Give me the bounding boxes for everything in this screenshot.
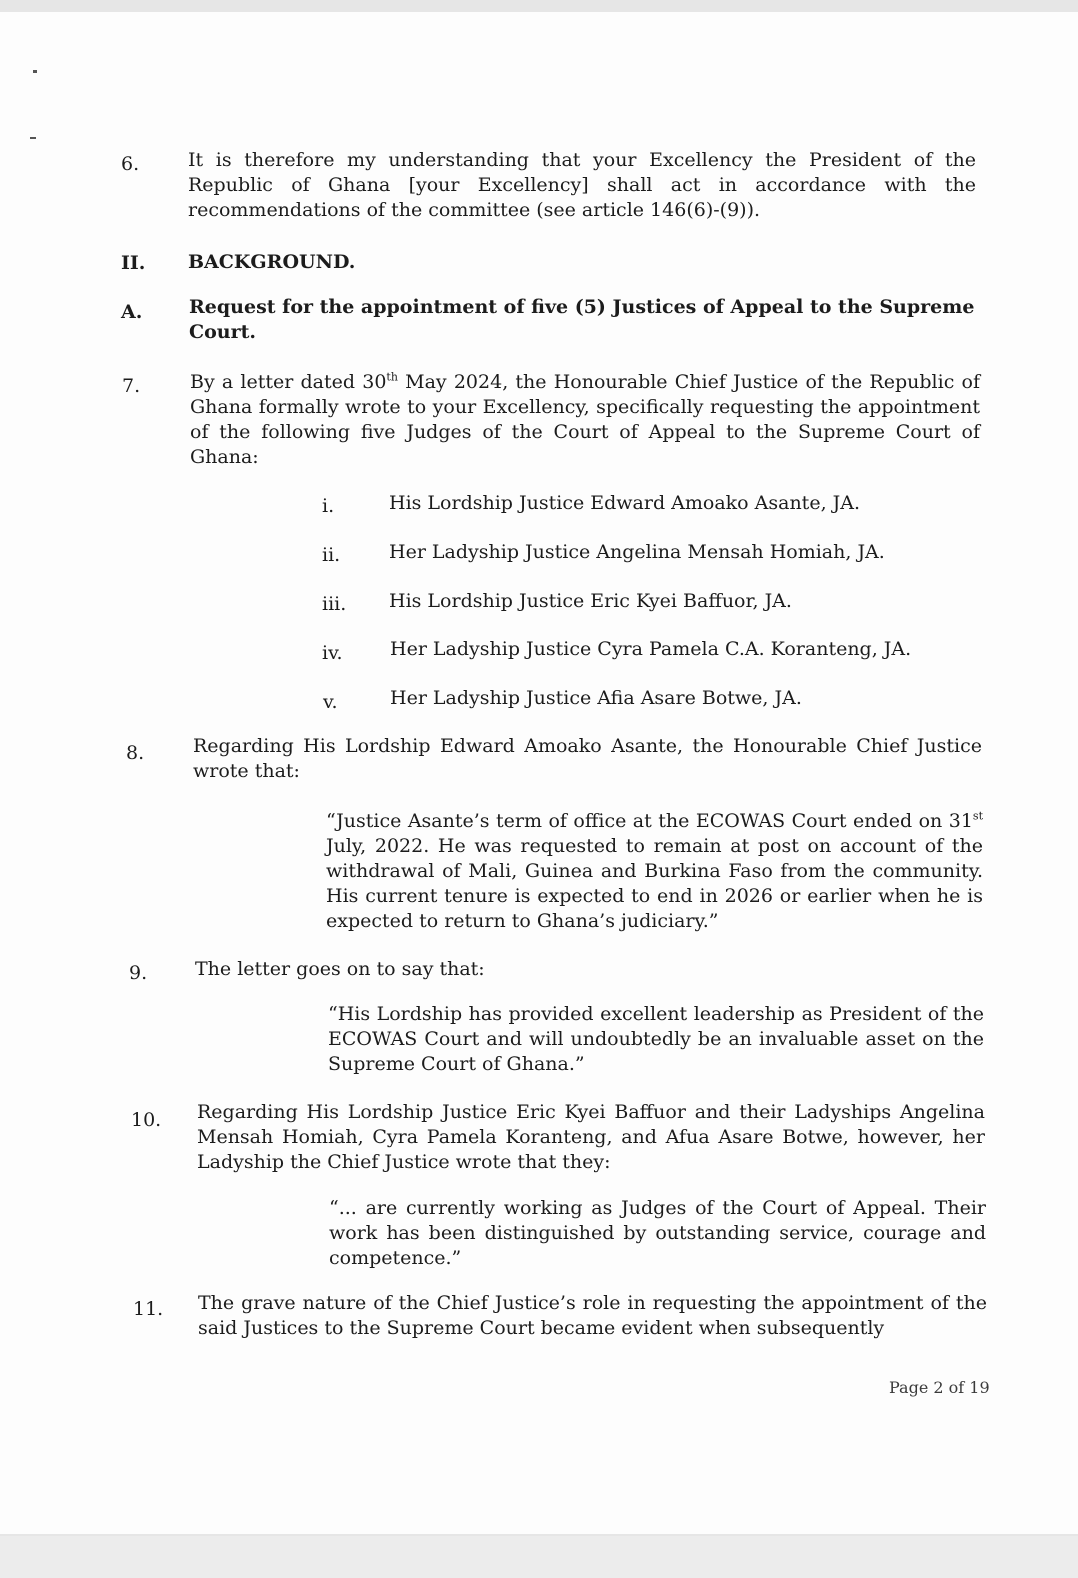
- para-number: 10.: [131, 1109, 162, 1131]
- paragraph-8: Regarding His Lordship Edward Amoako Asante, the Honourable Chief Justice wrote that:: [193, 735, 982, 782]
- list-number: iii.: [322, 593, 347, 615]
- subsection-heading: Request for the appointment of five (5) Justices of Appeal to the Supreme Court.: [189, 296, 975, 343]
- paragraph-11: The grave nature of the Chief Justice’s role in requesting the appointment of the said Justices to the Supreme Court became evident when subsequently: [198, 1292, 987, 1339]
- viewer-bottom-bar: [0, 1536, 1078, 1578]
- quote-10: “... are currently working as Judges of the Court of Appeal. Their work has been distinguished by outstanding service, courage and competence.”: [329, 1197, 986, 1269]
- list-item: Her Ladyship Justice Cyra Pamela C.A. Koranteng, JA.: [390, 638, 912, 660]
- list-number: iv.: [322, 642, 343, 664]
- paragraph-9: The letter goes on to say that:: [195, 958, 485, 980]
- para-number: 7.: [122, 375, 141, 397]
- quote-8: “Justice Asante’s term of office at the ECOWAS Court ended on 31st July, 2022. He was requested to remain at post on account of the withdrawal of Mali, Guinea and Burkina Faso from the community. His current tenure is expected to end in 2026 or earlier when he is expected to return to Ghana’s judiciary.”: [326, 809, 983, 932]
- paragraph-10: Regarding His Lordship Justice Eric Kyei Baffuor and their Ladyships Angelina Mensah Homiah, Cyra Pamela Koranteng, and Afua Asare Botwe, however, her Ladyship the Chief Justice wrote that they:: [197, 1101, 985, 1173]
- document-page: [0, 12, 1078, 1534]
- list-number: v.: [323, 691, 338, 713]
- para-number: 6.: [121, 153, 140, 175]
- quote-9: “His Lordship has provided excellent leadership as President of the ECOWAS Court and will undoubtedly be an invaluable asset on the Supreme Court of Ghana.”: [328, 1003, 984, 1075]
- list-item: His Lordship Justice Edward Amoako Asante, JA.: [389, 492, 861, 514]
- list-item: His Lordship Justice Eric Kyei Baffuor, JA.: [389, 590, 792, 612]
- list-item: Her Ladyship Justice Afia Asare Botwe, JA.: [390, 687, 802, 709]
- subsection-letter: A.: [121, 301, 143, 323]
- para-number: 8.: [126, 742, 145, 764]
- paragraph-6: It is therefore my understanding that your Excellency the President of the Republic of Ghana [your Excellency] shall act in accordance with the recommendations of the committee (see article 146(6)-(9)).: [188, 149, 976, 221]
- section-number: II.: [121, 252, 146, 274]
- list-number: ii.: [322, 544, 341, 566]
- section-heading-background: BACKGROUND.: [188, 251, 356, 273]
- paragraph-7: By a letter dated 30th May 2024, the Honourable Chief Justice of the Republic of Ghana formally wrote to your Excellency, specifically requesting the appointment of the following five Judges of the Court of Appeal to the Supreme Court of Ghana:: [190, 370, 980, 468]
- list-number: i.: [322, 495, 335, 517]
- page-number: Page 2 of 19: [889, 1378, 990, 1397]
- para-number: 9.: [129, 962, 148, 984]
- list-item: Her Ladyship Justice Angelina Mensah Homiah, JA.: [389, 541, 885, 563]
- scan-speck: [33, 70, 37, 73]
- para-number: 11.: [133, 1298, 164, 1320]
- scan-speck: [30, 137, 36, 139]
